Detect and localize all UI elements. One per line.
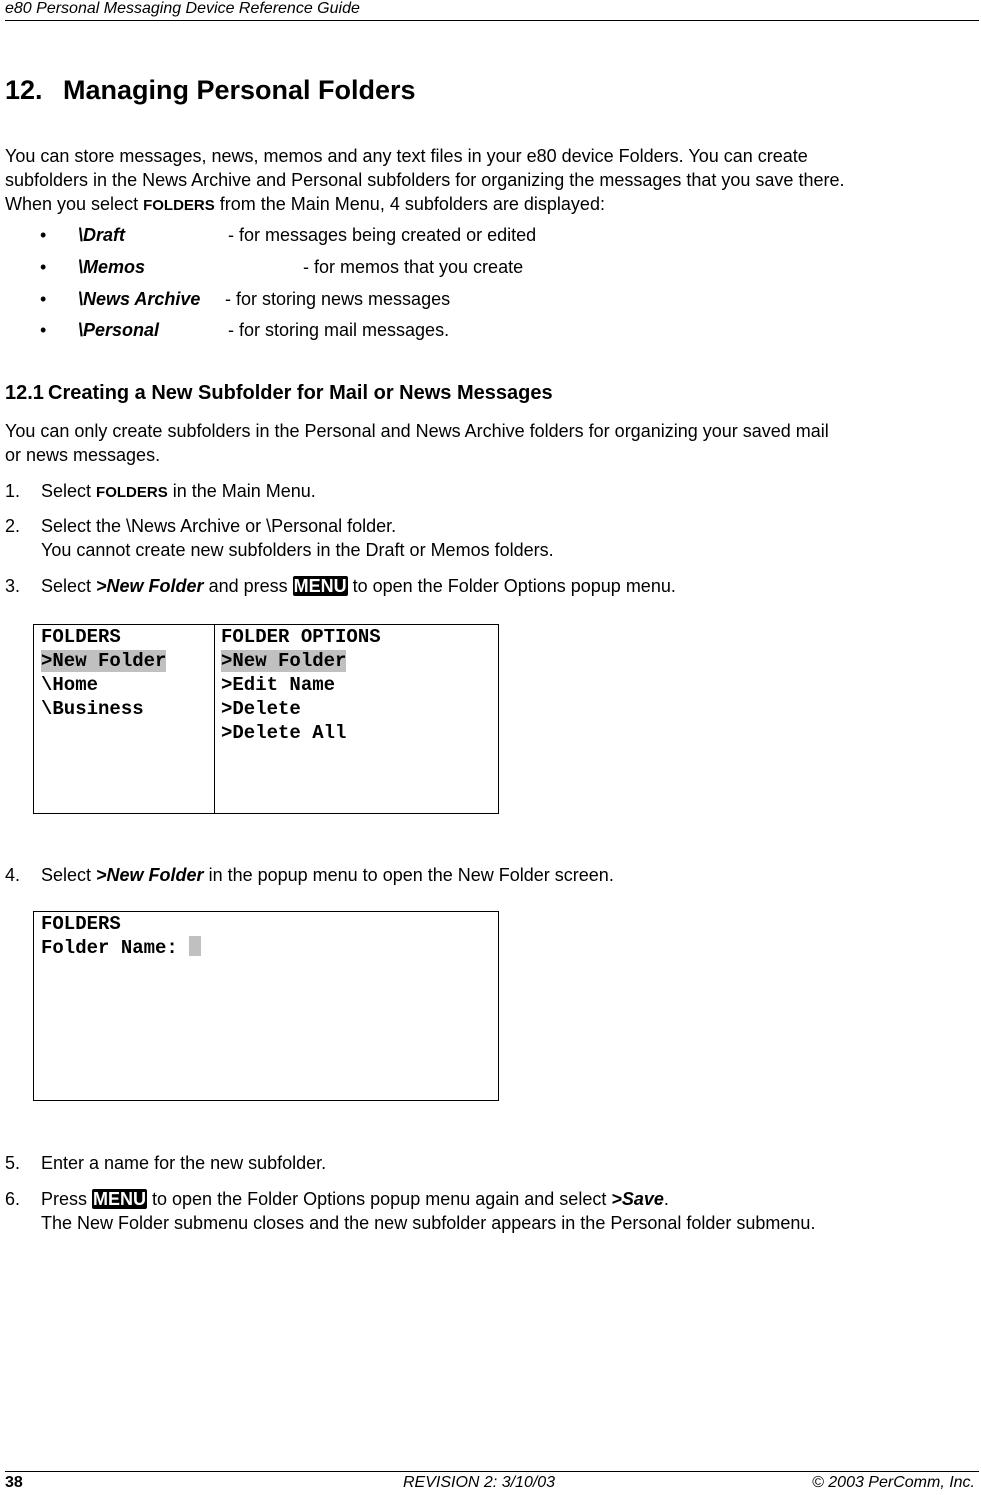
section-intro-line-2: or news messages. (5, 445, 161, 465)
folder-term: \Memos (78, 257, 146, 277)
section-number: 12.1 (5, 382, 44, 404)
step-note: The New Folder submenu closes and the new subfolder appears in the Personal folder submenu. (41, 1213, 816, 1233)
page-footer (5, 1471, 979, 1494)
folder-description: - for messages being created or edited (228, 225, 537, 245)
chapter-title: Managing Personal Folders (63, 75, 416, 105)
step-number: 1. (5, 481, 21, 501)
step-number: 6. (5, 1189, 21, 1209)
step-text: . (663, 1189, 669, 1209)
folders-keyword: FOLDERS (143, 197, 215, 214)
step-text: to open the Folder Options popup menu again and select (147, 1189, 612, 1209)
section-heading (5, 381, 553, 405)
screen-title: FOLDERS (41, 913, 121, 935)
menu-key-icon: MENU (93, 1189, 147, 1209)
folder-item[interactable]: \Business (41, 698, 144, 720)
step-text: and press (203, 576, 293, 596)
step-text: Select (41, 865, 97, 885)
step-number: 5. (5, 1153, 21, 1173)
intro-line-3-end: from the Main Menu, 4 subfolders are displayed: (214, 194, 605, 214)
folder-description: - for storing mail messages. (228, 320, 450, 340)
step-number: 3. (5, 576, 21, 596)
option-item[interactable]: >Delete (221, 698, 301, 720)
selected-menu-item[interactable]: >New Folder (221, 650, 347, 672)
intro-paragraph (5, 144, 977, 218)
folder-item[interactable]: \Home (41, 674, 99, 696)
intro-line-3-start: When you select (5, 194, 144, 214)
step-text: Select (41, 576, 97, 596)
page-number: 38 (5, 1474, 23, 1491)
folder-options-screen (33, 624, 499, 814)
step-text: Select (41, 481, 97, 501)
menu-key-icon: MENU (293, 576, 347, 596)
header-title: e80 Personal Messaging Device Reference Guide (5, 0, 360, 17)
step-number: 2. (5, 516, 21, 536)
screen-title: FOLDERS (41, 626, 121, 648)
menu-item-reference: >New Folder (96, 576, 204, 596)
folder-term: \News Archive (78, 289, 201, 309)
new-folder-pane (34, 912, 208, 1100)
option-item[interactable]: >Delete All (221, 722, 347, 744)
menu-item-reference: >Save (611, 1189, 664, 1209)
bullet-icon: • (40, 225, 47, 245)
bullet-icon: • (40, 289, 47, 309)
step-text: to open the Folder Options popup menu. (347, 576, 676, 596)
folder-description: - for storing news messages (225, 289, 451, 309)
folder-description: - for memos that you create (303, 257, 524, 277)
options-pane (214, 625, 388, 813)
section-title: Creating a New Subfolder for Mail or News Messages (48, 382, 553, 404)
chapter-heading (5, 74, 416, 106)
step-note: You cannot create new subfolders in the Draft or Memos folders. (41, 540, 554, 560)
selected-menu-item[interactable]: >New Folder (41, 650, 167, 672)
folder-term: \Personal (78, 320, 160, 340)
bullet-icon: • (40, 257, 47, 277)
step-text: Select the \News Archive or \Personal folder. (41, 516, 397, 536)
new-folder-screen (33, 911, 499, 1101)
intro-line-2: subfolders in the News Archive and Personal subfolders for organizing the messages that you save there. (5, 170, 845, 190)
text-cursor[interactable] (189, 936, 201, 956)
folders-keyword: FOLDERS (96, 484, 168, 501)
screen-title: FOLDER OPTIONS (221, 626, 381, 648)
folders-pane (34, 625, 173, 813)
step-text: in the Main Menu. (167, 481, 316, 501)
folder-name-label: Folder Name: (41, 937, 178, 959)
section-intro (5, 419, 977, 467)
folder-term: \Draft (78, 225, 126, 245)
menu-item-reference: >New Folder (96, 865, 204, 885)
section-intro-line-1: You can only create subfolders in the Personal and News Archive folders for organizing your saved mail (5, 421, 829, 441)
page-header (5, 0, 979, 21)
revision-label: REVISION 2: 3/10/03 (403, 1474, 556, 1491)
step-text: Press (41, 1189, 93, 1209)
bullet-icon: • (40, 320, 47, 340)
step-text: Enter a name for the new subfolder. (41, 1153, 327, 1173)
option-item[interactable]: >Edit Name (221, 674, 336, 696)
chapter-number: 12. (5, 75, 43, 105)
step-number: 4. (5, 865, 21, 885)
copyright-label: © 2003 PerComm, Inc. (812, 1474, 975, 1491)
intro-line-1: You can store messages, news, memos and any text files in your e80 device Folders. You can create (5, 146, 808, 166)
step-text: in the popup menu to open the New Folder screen. (203, 865, 614, 885)
